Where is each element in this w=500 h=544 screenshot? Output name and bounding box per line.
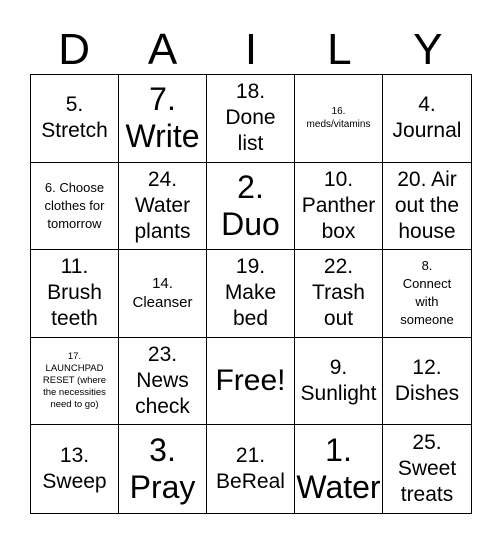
bingo-cell[interactable] <box>119 425 207 513</box>
header-letter-y: Y <box>413 25 443 74</box>
bingo-grid <box>30 74 472 514</box>
bingo-cell[interactable] <box>207 75 295 163</box>
header-letter-d: D <box>58 25 91 74</box>
bingo-cell-label: 6. Choose clothes for tomorrow <box>44 179 105 231</box>
bingo-cell[interactable] <box>119 338 207 426</box>
bingo-cell-label: 16. meds/vitamins <box>306 106 371 131</box>
bingo-cell-label: 13. Sweep <box>42 444 107 494</box>
bingo-cell-label: 24. Water plants <box>134 167 191 243</box>
bingo-cell-label: 22. Trash out <box>312 255 365 331</box>
bingo-cell[interactable] <box>119 163 207 251</box>
bingo-cell-free[interactable] <box>207 338 295 426</box>
bingo-cell-label: 21. BeReal <box>216 444 285 494</box>
bingo-cell[interactable] <box>207 425 295 513</box>
header-letter-l: L <box>327 25 352 74</box>
bingo-cell[interactable] <box>119 75 207 163</box>
bingo-cell-label: 1. Water <box>296 432 381 506</box>
bingo-cell-label: 20. Air out the house <box>394 167 460 243</box>
bingo-cell[interactable] <box>295 250 383 338</box>
bingo-cell-label: 3. Pray <box>129 432 196 506</box>
bingo-cell-label: 14. Cleanser <box>132 275 193 312</box>
bingo-cell-label: 2. Duo <box>221 168 280 242</box>
bingo-cell[interactable] <box>31 75 119 163</box>
bingo-cell[interactable] <box>295 163 383 251</box>
header-letter-a: A <box>147 25 178 74</box>
bingo-cell[interactable] <box>383 425 471 513</box>
bingo-cell[interactable] <box>207 250 295 338</box>
bingo-cell-label: 5. Stretch <box>41 93 108 143</box>
bingo-header <box>30 26 472 74</box>
bingo-cell-label: 10. Panther box <box>301 167 376 243</box>
bingo-cell[interactable] <box>31 338 119 426</box>
bingo-cell[interactable] <box>383 338 471 426</box>
bingo-cell-label: 23. News check <box>135 343 190 419</box>
bingo-cell[interactable] <box>383 75 471 163</box>
bingo-cell-label: 4. Journal <box>392 93 462 143</box>
bingo-cell-label: 12. Dishes <box>394 356 460 406</box>
bingo-cell[interactable] <box>207 163 295 251</box>
bingo-cell[interactable] <box>119 250 207 338</box>
bingo-cell[interactable] <box>31 163 119 251</box>
bingo-cell[interactable] <box>383 250 471 338</box>
bingo-cell-label: 7. Write <box>125 81 200 155</box>
bingo-cell-label: 17. LAUNCHPAD RESET (where the necessities need to go) <box>42 351 107 411</box>
bingo-cell-label: 25. Sweet treats <box>397 431 457 507</box>
bingo-cell-label: Free! <box>215 364 286 398</box>
bingo-cell[interactable] <box>31 425 119 513</box>
bingo-cell[interactable] <box>31 250 119 338</box>
bingo-cell-label: 18. Done list <box>225 80 276 156</box>
bingo-cell-label: 19. Make bed <box>224 255 277 331</box>
bingo-cell-label: 8. Connect with someone <box>400 258 454 328</box>
bingo-cell-label: 9. Sunlight <box>300 356 377 406</box>
bingo-cell[interactable] <box>383 163 471 251</box>
bingo-cell-label: 11. Brush teeth <box>47 255 102 331</box>
header-letter-i: I <box>244 25 258 74</box>
bingo-cell[interactable] <box>295 338 383 426</box>
bingo-cell[interactable] <box>295 75 383 163</box>
bingo-cell[interactable] <box>295 425 383 513</box>
